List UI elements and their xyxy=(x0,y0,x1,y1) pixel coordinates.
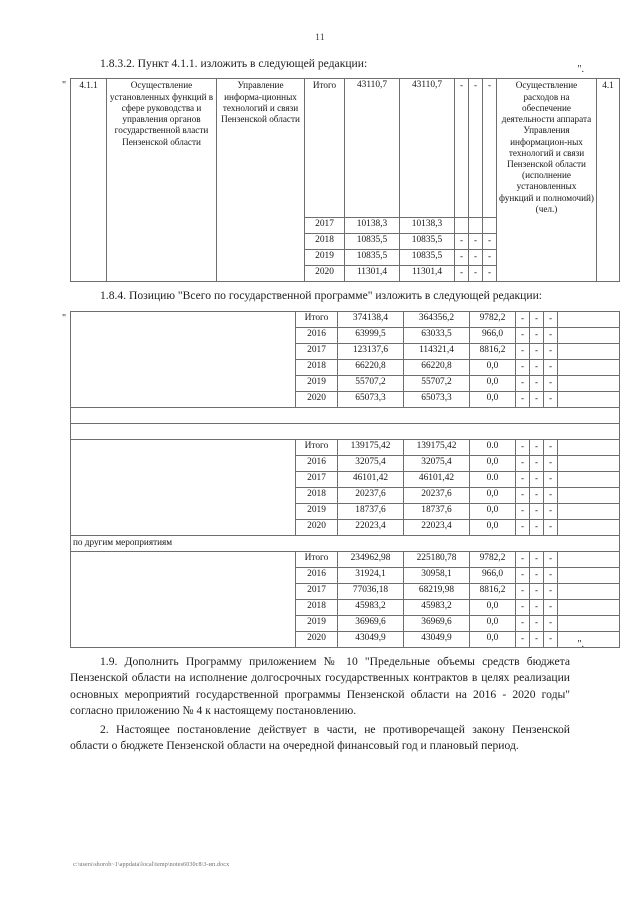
cell-note xyxy=(558,471,620,487)
cell-dash-3: - xyxy=(544,391,558,407)
cell-dash-3: - xyxy=(544,615,558,631)
cell-year: 2020 xyxy=(296,391,338,407)
cell-year: 2018 xyxy=(296,599,338,615)
table-row xyxy=(71,79,620,218)
cell-value-2: 43049,9 xyxy=(404,631,470,647)
cell-year: Итого xyxy=(296,311,338,327)
cell-value-2: 364356,2 xyxy=(404,311,470,327)
cell-value-2: 114321,4 xyxy=(404,343,470,359)
cell-dash-1: - xyxy=(516,599,530,615)
cell-dash-1: - xyxy=(516,359,530,375)
cell-value-1: 10138,3 xyxy=(345,218,400,234)
cell-value-2: 63033,5 xyxy=(404,327,470,343)
cell-last-col: 4.1 xyxy=(597,79,620,282)
page-number: 11 xyxy=(315,33,325,43)
cell-dash-2: - xyxy=(469,250,483,266)
cell-dash-3: - xyxy=(544,311,558,327)
cell-total-d2: - xyxy=(469,79,483,218)
cell-total-label: Итого xyxy=(305,79,345,218)
cell-value-3: 0.0 xyxy=(470,439,516,455)
cell-block1-label xyxy=(71,311,296,407)
cell-value-1: 10835,5 xyxy=(345,250,400,266)
cell-value-2: 20237,6 xyxy=(404,487,470,503)
cell-value-2: 18737,6 xyxy=(404,503,470,519)
cell-dash-2: - xyxy=(530,583,544,599)
cell-value-2: 139175,42 xyxy=(404,439,470,455)
cell-value-1: 55707,2 xyxy=(338,375,404,391)
cell-dash-2: - xyxy=(530,375,544,391)
cell-dash-2: - xyxy=(530,359,544,375)
cell-dash-1: - xyxy=(516,311,530,327)
table-row xyxy=(71,439,620,455)
cell-dash-3: - xyxy=(544,359,558,375)
cell-value-3: 0,0 xyxy=(470,359,516,375)
cell-year: 2018 xyxy=(305,234,345,250)
cell-dash-3: - xyxy=(544,343,558,359)
cell-value-2: 65073,3 xyxy=(404,391,470,407)
cell-note xyxy=(558,519,620,535)
cell-value-2: 68219,98 xyxy=(404,583,470,599)
paragraph-2: 2. Настоящее постановление действует в части, не противоречащей закону Пензенской области о бюджете Пензенской области на очередной финансовый год и плановый период. xyxy=(70,722,570,753)
cell-dash-3: - xyxy=(544,551,558,567)
cell-value-1: 18737,6 xyxy=(338,503,404,519)
cell-value-2: 225180,78 xyxy=(404,551,470,567)
cell-value-3: 0,0 xyxy=(470,487,516,503)
cell-year: 2016 xyxy=(296,567,338,583)
cell-year: 2020 xyxy=(296,519,338,535)
cell-value-3: 0,0 xyxy=(470,519,516,535)
cell-dash-2: - xyxy=(530,391,544,407)
cell-value-1: 32075,4 xyxy=(338,455,404,471)
cell-dash-3: - xyxy=(544,471,558,487)
cell-dash-1: - xyxy=(516,615,530,631)
cell-dash-1: - xyxy=(516,567,530,583)
cell-value-2: 22023,4 xyxy=(404,519,470,535)
cell-value-3: 0,0 xyxy=(470,375,516,391)
cell-note xyxy=(558,343,620,359)
cell-dash-3 xyxy=(483,218,497,234)
cell-value-3: 0,0 xyxy=(470,599,516,615)
cell-year: 2020 xyxy=(305,266,345,282)
cell-dash-2: - xyxy=(530,519,544,535)
cell-value-1: 31924,1 xyxy=(338,567,404,583)
cell-dash-1: - xyxy=(516,487,530,503)
cell-year: 2018 xyxy=(296,487,338,503)
quote-close-table1: ". xyxy=(577,64,584,76)
cell-dash-2: - xyxy=(530,487,544,503)
cell-value-2: 10138,3 xyxy=(400,218,455,234)
cell-dash-2: - xyxy=(530,615,544,631)
cell-dash-1: - xyxy=(516,583,530,599)
cell-value-3: 8816,2 xyxy=(470,343,516,359)
cell-dash-2: - xyxy=(530,439,544,455)
cell-value-3: 0,0 xyxy=(470,615,516,631)
cell-value-2: 66220,8 xyxy=(404,359,470,375)
cell-year: Итого xyxy=(296,551,338,567)
cell-dash-1: - xyxy=(516,327,530,343)
cell-value-1: 234962,98 xyxy=(338,551,404,567)
cell-note xyxy=(558,455,620,471)
cell-note xyxy=(558,631,620,647)
cell-value-3: 0,0 xyxy=(470,503,516,519)
cell-note xyxy=(558,487,620,503)
cell-dash-1: - xyxy=(455,250,469,266)
cell-year: 2017 xyxy=(296,343,338,359)
cell-year: 2016 xyxy=(296,327,338,343)
cell-dash-1: - xyxy=(516,391,530,407)
cell-value-1: 36969,6 xyxy=(338,615,404,631)
cell-value-3: 9782,2 xyxy=(470,311,516,327)
cell-value-1: 77036,18 xyxy=(338,583,404,599)
cell-year: Итого xyxy=(296,439,338,455)
heading-1-8-3-2: 1.8.3.2. Пункт 4.1.1. изложить в следующей редакции: xyxy=(100,57,368,70)
cell-value-3: 0,0 xyxy=(470,391,516,407)
page-content xyxy=(62,56,614,757)
table-row-section xyxy=(71,535,620,551)
cell-year: 2019 xyxy=(305,250,345,266)
cell-indicator: Осуществление расходов на обеспечение деятельности аппарата Управления информацион-ных технологий и связи Пензенской области (исполнение установленных функций и полномочий) (чел.) xyxy=(497,79,597,282)
cell-dash-3: - xyxy=(544,583,558,599)
cell-note xyxy=(558,551,620,567)
cell-note xyxy=(558,567,620,583)
cell-value-1: 65073,3 xyxy=(338,391,404,407)
cell-empty-separator xyxy=(71,423,620,439)
cell-value-2: 46101,42 xyxy=(404,471,470,487)
cell-year: 2017 xyxy=(296,471,338,487)
cell-value-2: 10835,5 xyxy=(400,234,455,250)
cell-value-2: 45983,2 xyxy=(404,599,470,615)
cell-dash-3: - xyxy=(544,519,558,535)
cell-total-d3: - xyxy=(483,79,497,218)
footer-file-path: c:\users\shorob~1\appdata\local\temp\notes6030c8\3-ип.docx xyxy=(73,862,230,868)
quote-open-table1: " xyxy=(62,80,67,92)
cell-dash-1: - xyxy=(516,503,530,519)
cell-value-3: 0,0 xyxy=(470,455,516,471)
heading-1-8-4: 1.8.4. Позицию "Всего по государственной программе" изложить в следующей редакции: xyxy=(100,289,543,303)
cell-dash-3: - xyxy=(544,375,558,391)
cell-code: 4.1.1 xyxy=(71,79,107,282)
cell-dash-2: - xyxy=(469,234,483,250)
cell-dash-1: - xyxy=(516,471,530,487)
cell-block3-label xyxy=(71,551,296,647)
cell-value-2: 36969,6 xyxy=(404,615,470,631)
cell-dash-3: - xyxy=(483,234,497,250)
cell-value-1: 43049,9 xyxy=(338,631,404,647)
table-row-empty xyxy=(71,423,620,439)
cell-dash-1: - xyxy=(516,551,530,567)
table-1-wrapper xyxy=(62,64,614,282)
cell-empty-separator xyxy=(71,407,620,423)
cell-activity-name: Осуществление установленных функций в сфере руководства и управления органов государственной власти Пензенской области xyxy=(107,79,217,282)
cell-note xyxy=(558,327,620,343)
cell-year: 2017 xyxy=(305,218,345,234)
cell-dash-1: - xyxy=(516,455,530,471)
cell-year: 2019 xyxy=(296,615,338,631)
cell-section-label: по другим мероприятиям xyxy=(71,535,620,551)
cell-note xyxy=(558,615,620,631)
cell-value-1: 10835,5 xyxy=(345,234,400,250)
cell-value-3: 0,0 xyxy=(470,631,516,647)
cell-note xyxy=(558,391,620,407)
cell-note xyxy=(558,359,620,375)
cell-year: 2016 xyxy=(296,455,338,471)
quote-open-table2: " xyxy=(62,312,67,324)
cell-year: 2018 xyxy=(296,359,338,375)
cell-dash-2: - xyxy=(530,567,544,583)
table-row-empty xyxy=(71,407,620,423)
cell-year: 2017 xyxy=(296,583,338,599)
cell-year: 2019 xyxy=(296,503,338,519)
cell-value-2: 32075,4 xyxy=(404,455,470,471)
cell-note xyxy=(558,599,620,615)
table-row xyxy=(71,311,620,327)
cell-value-2: 10835,5 xyxy=(400,250,455,266)
cell-dash-3: - xyxy=(544,327,558,343)
cell-dash-1 xyxy=(455,218,469,234)
cell-dash-2: - xyxy=(530,551,544,567)
cell-year: 2020 xyxy=(296,631,338,647)
cell-value-1: 66220,8 xyxy=(338,359,404,375)
cell-value-3: 966,0 xyxy=(470,327,516,343)
cell-total-v1: 43110,7 xyxy=(345,79,400,218)
cell-value-1: 374138,4 xyxy=(338,311,404,327)
cell-dash-2: - xyxy=(530,471,544,487)
cell-note xyxy=(558,439,620,455)
cell-value-3: 966,0 xyxy=(470,567,516,583)
cell-dash-3: - xyxy=(544,599,558,615)
cell-value-1: 20237,6 xyxy=(338,487,404,503)
cell-dash-3: - xyxy=(544,439,558,455)
cell-value-1: 46101,42 xyxy=(338,471,404,487)
cell-dash-2: - xyxy=(530,343,544,359)
quote-close-table2: ". xyxy=(577,638,584,650)
cell-total-d1: - xyxy=(455,79,469,218)
paragraph-1-9: 1.9. Дополнить Программу приложением № 10 "Предельные объемы средств бюджета Пензенской области на исполнение долгосрочных государственных контрактов в целях реализации основных мероприятий государственной программы Пензенской области на 2016 - 2020 годы" согласно приложению № 4 к настоящему постановлению. xyxy=(70,654,570,718)
cell-dash-1: - xyxy=(516,375,530,391)
table-pункт-4-1-1 xyxy=(70,78,620,282)
cell-dash-2 xyxy=(469,218,483,234)
cell-dash-2: - xyxy=(530,327,544,343)
cell-dash-1: - xyxy=(516,343,530,359)
cell-dash-2: - xyxy=(530,455,544,471)
cell-dash-1: - xyxy=(455,266,469,282)
cell-dash-2: - xyxy=(530,599,544,615)
cell-dash-3: - xyxy=(544,567,558,583)
cell-value-1: 123137,6 xyxy=(338,343,404,359)
table-vsego-po-programme xyxy=(70,311,620,648)
cell-executor: Управление информа-ционных технологий и связи Пензенской области xyxy=(217,79,305,282)
cell-block2-label xyxy=(71,439,296,535)
cell-dash-3: - xyxy=(544,455,558,471)
cell-dash-2: - xyxy=(469,266,483,282)
cell-dash-1: - xyxy=(455,234,469,250)
cell-note xyxy=(558,375,620,391)
table-2-wrapper xyxy=(62,311,584,650)
cell-year: 2019 xyxy=(296,375,338,391)
cell-dash-3: - xyxy=(544,631,558,647)
cell-value-2: 30958,1 xyxy=(404,567,470,583)
cell-dash-3: - xyxy=(483,266,497,282)
cell-dash-1: - xyxy=(516,439,530,455)
cell-total-v2: 43110,7 xyxy=(400,79,455,218)
cell-value-3: 9782,2 xyxy=(470,551,516,567)
cell-dash-3: - xyxy=(483,250,497,266)
cell-dash-1: - xyxy=(516,519,530,535)
cell-value-1: 45983,2 xyxy=(338,599,404,615)
cell-value-1: 11301,4 xyxy=(345,266,400,282)
cell-note xyxy=(558,311,620,327)
cell-dash-1: - xyxy=(516,631,530,647)
cell-note xyxy=(558,503,620,519)
cell-value-2: 55707,2 xyxy=(404,375,470,391)
cell-dash-2: - xyxy=(530,631,544,647)
cell-value-2: 11301,4 xyxy=(400,266,455,282)
cell-value-1: 139175,42 xyxy=(338,439,404,455)
cell-value-3: 8816,2 xyxy=(470,583,516,599)
cell-value-1: 22023,4 xyxy=(338,519,404,535)
cell-dash-3: - xyxy=(544,503,558,519)
table-row xyxy=(71,551,620,567)
cell-note xyxy=(558,583,620,599)
cell-dash-2: - xyxy=(530,311,544,327)
cell-value-1: 63999,5 xyxy=(338,327,404,343)
cell-dash-3: - xyxy=(544,487,558,503)
cell-dash-2: - xyxy=(530,503,544,519)
cell-value-3: 0.0 xyxy=(470,471,516,487)
